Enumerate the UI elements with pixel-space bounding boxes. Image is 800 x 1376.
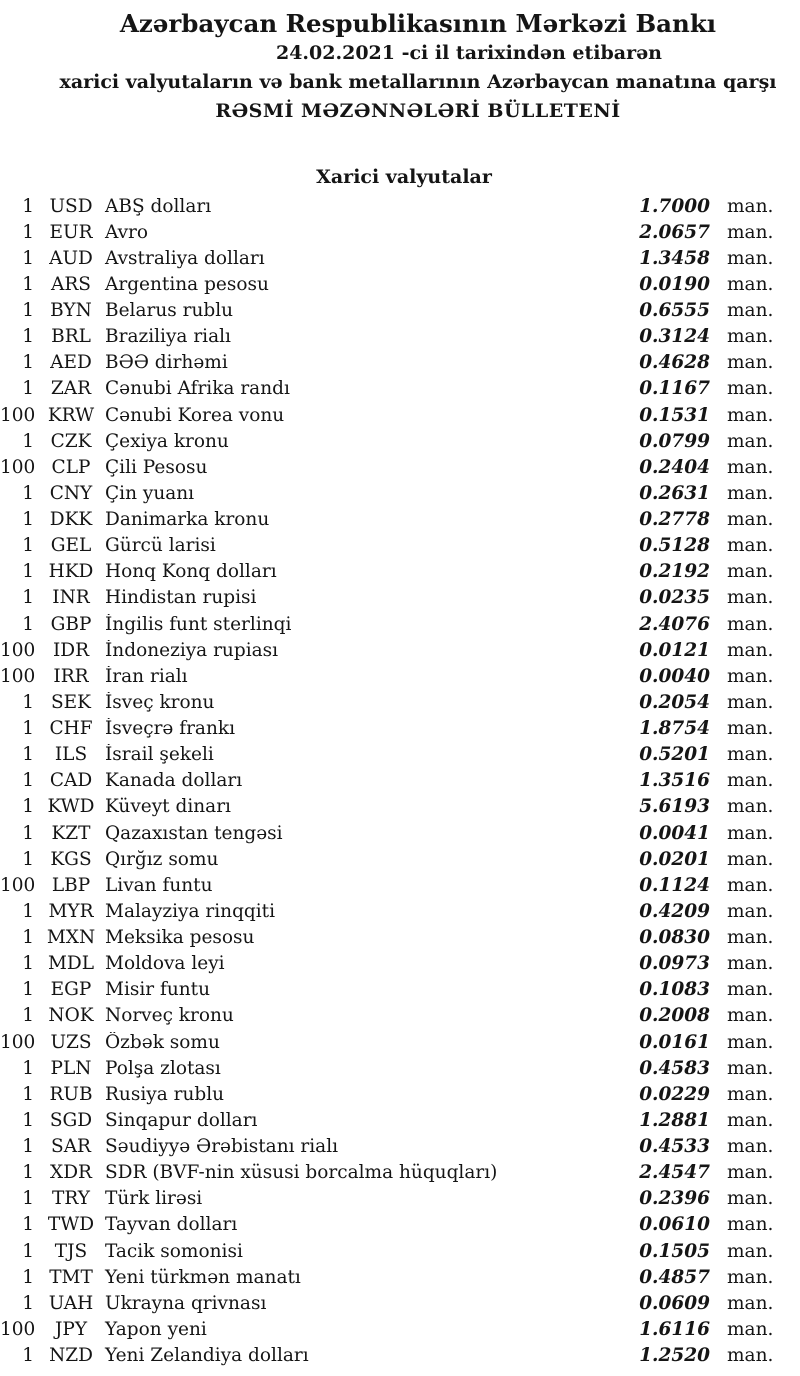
currency-name: Malayziya rinqqiti xyxy=(105,900,276,922)
currency-code: MXN xyxy=(46,927,96,949)
rate-quantity: 1 xyxy=(22,691,34,713)
currency-code: ILS xyxy=(54,744,88,766)
currency-code: XDR xyxy=(50,1162,92,1184)
rate-unit: man. xyxy=(727,1057,774,1079)
rate-value: 0.4583 xyxy=(639,1057,710,1079)
rate-row xyxy=(0,820,800,846)
rate-unit: man. xyxy=(727,1162,774,1184)
rate-value: 0.0830 xyxy=(639,927,710,949)
currency-name: Yeni türkmən manatı xyxy=(105,1266,301,1288)
rate-unit: man. xyxy=(727,796,774,818)
rate-unit: man. xyxy=(727,300,774,322)
rate-quantity: 1 xyxy=(22,1240,34,1262)
currency-name: Argentina pesosu xyxy=(105,273,269,295)
rate-row xyxy=(0,428,800,454)
currency-name: Misir funtu xyxy=(105,979,211,1001)
currency-name: Moldova leyi xyxy=(105,953,225,975)
currency-name: Çexiya kronu xyxy=(105,430,229,452)
rate-unit: man. xyxy=(727,1292,774,1314)
rate-unit: man. xyxy=(727,1214,774,1236)
rate-value: 1.2881 xyxy=(639,1109,710,1131)
rate-value: 0.5201 xyxy=(639,744,710,766)
rate-value: 0.3124 xyxy=(639,326,710,348)
currency-code: MDL xyxy=(47,953,95,975)
rate-unit: man. xyxy=(727,247,774,269)
currency-name: Çin yuanı xyxy=(105,482,195,504)
rate-unit: man. xyxy=(727,509,774,531)
rate-unit: man. xyxy=(727,1005,774,1027)
bank-name-title: Azərbaycan Respublikasının Mərkəzi Bankı xyxy=(119,9,717,38)
rate-unit: man. xyxy=(727,352,774,374)
currency-name: Avstraliya dolları xyxy=(105,247,265,269)
currency-rate-table xyxy=(0,193,800,1369)
rate-row xyxy=(0,611,800,637)
currency-name: Honq Konq dolları xyxy=(105,561,277,583)
currency-name: Cənubi Afrika randı xyxy=(105,378,290,400)
rate-value: 0.4857 xyxy=(639,1266,710,1288)
rate-row xyxy=(0,219,800,245)
rate-quantity: 1 xyxy=(22,1005,34,1027)
rate-unit: man. xyxy=(727,613,774,635)
rate-row xyxy=(0,951,800,977)
rate-value: 0.2404 xyxy=(639,456,710,478)
rate-row xyxy=(0,533,800,559)
currency-name: Hindistan rupisi xyxy=(105,587,257,609)
rate-unit: man. xyxy=(727,822,774,844)
rate-quantity: 1 xyxy=(22,1292,34,1314)
rate-row xyxy=(0,454,800,480)
rate-row xyxy=(0,245,800,271)
rate-unit: man. xyxy=(727,378,774,400)
rate-unit: man. xyxy=(727,430,774,452)
rate-unit: man. xyxy=(727,770,774,792)
rate-unit: man. xyxy=(727,326,774,348)
rate-quantity: 1 xyxy=(22,718,34,740)
rate-value: 0.0799 xyxy=(639,430,710,452)
currency-name: Livan funtu xyxy=(105,874,213,896)
rate-row xyxy=(0,925,800,951)
rate-value: 0.0041 xyxy=(639,822,710,844)
rate-unit: man. xyxy=(727,1345,774,1367)
currency-name: Rusiya rublu xyxy=(105,1083,225,1105)
currency-name: İsveçrə frankı xyxy=(105,718,235,740)
currency-code: LBP xyxy=(51,874,91,896)
currency-code: INR xyxy=(52,587,90,609)
currency-code: UZS xyxy=(50,1031,92,1053)
rate-row xyxy=(0,1107,800,1133)
currency-code: TMT xyxy=(49,1266,93,1288)
currency-name: Tayvan dolları xyxy=(105,1214,238,1236)
rate-unit: man. xyxy=(727,874,774,896)
currency-name: Avro xyxy=(105,221,149,243)
rate-value: 0.4209 xyxy=(639,900,710,922)
rate-quantity: 1 xyxy=(22,1214,34,1236)
rate-row xyxy=(0,1186,800,1212)
rate-value: 0.4628 xyxy=(639,352,710,374)
rate-value: 0.0161 xyxy=(639,1031,710,1053)
rate-quantity: 1 xyxy=(22,979,34,1001)
rate-value: 0.0040 xyxy=(639,665,710,687)
currency-code: PLN xyxy=(50,1057,92,1079)
rate-row xyxy=(0,1029,800,1055)
rate-quantity: 1 xyxy=(22,378,34,400)
rate-quantity: 1 xyxy=(22,927,34,949)
rate-row xyxy=(0,480,800,506)
rate-unit: man. xyxy=(727,691,774,713)
rate-value: 2.4076 xyxy=(639,613,710,635)
rate-quantity: 1 xyxy=(22,953,34,975)
currency-name: Norveç kronu xyxy=(105,1005,234,1027)
rate-value: 0.2778 xyxy=(639,509,710,531)
currency-code: ARS xyxy=(51,273,91,295)
rate-unit: man. xyxy=(727,587,774,609)
bulletin-title: RƏSMİ MƏZƏNNƏLƏRİ BÜLLETENİ xyxy=(215,100,621,122)
rate-quantity: 1 xyxy=(22,221,34,243)
rate-row xyxy=(0,794,800,820)
rate-unit: man. xyxy=(727,1031,774,1053)
rate-row xyxy=(0,271,800,297)
rate-quantity: 1 xyxy=(22,744,34,766)
rate-unit: man. xyxy=(727,404,774,426)
currency-code: CAD xyxy=(49,770,93,792)
rate-unit: man. xyxy=(727,665,774,687)
currency-code: NZD xyxy=(49,1345,93,1367)
rate-quantity: 1 xyxy=(22,326,34,348)
rate-value: 5.6193 xyxy=(639,796,710,818)
rate-quantity: 1 xyxy=(22,1136,34,1158)
rate-value: 0.0973 xyxy=(639,953,710,975)
rate-quantity: 1 xyxy=(22,300,34,322)
currency-code: ZAR xyxy=(50,378,92,400)
rate-value: 0.0229 xyxy=(639,1083,710,1105)
rate-quantity: 100 xyxy=(0,874,36,896)
rate-value: 1.3516 xyxy=(639,770,710,792)
currency-name: Qırğız somu xyxy=(105,848,219,870)
currency-code: AED xyxy=(50,352,92,374)
rate-value: 0.1531 xyxy=(639,404,710,426)
currency-name: ABŞ dolları xyxy=(105,195,212,217)
currency-code: AUD xyxy=(49,247,93,269)
bulletin-header xyxy=(0,0,800,126)
rate-row xyxy=(0,716,800,742)
rate-unit: man. xyxy=(727,848,774,870)
rate-row xyxy=(0,1055,800,1081)
rate-row xyxy=(0,663,800,689)
rate-quantity: 1 xyxy=(22,796,34,818)
currency-code: CNY xyxy=(49,482,93,504)
currency-code: TRY xyxy=(52,1188,90,1210)
rate-value: 0.1505 xyxy=(639,1240,710,1262)
rate-value: 0.0190 xyxy=(639,273,710,295)
rate-unit: man. xyxy=(727,927,774,949)
rate-row xyxy=(0,1160,800,1186)
rate-row xyxy=(0,559,800,585)
rate-row xyxy=(0,324,800,350)
rate-unit: man. xyxy=(727,1240,774,1262)
rate-value: 0.1124 xyxy=(639,874,710,896)
rate-value: 1.7000 xyxy=(639,195,710,217)
rate-quantity: 1 xyxy=(22,1162,34,1184)
rate-row xyxy=(0,742,800,768)
rate-quantity: 1 xyxy=(22,1345,34,1367)
currency-code: GBP xyxy=(50,613,92,635)
currency-name: BƏƏ dirhəmi xyxy=(105,352,228,374)
rate-unit: man. xyxy=(727,1083,774,1105)
rate-row xyxy=(0,585,800,611)
rate-row xyxy=(0,1343,800,1369)
rate-value: 0.0121 xyxy=(639,639,710,661)
rate-quantity: 1 xyxy=(22,247,34,269)
currency-code: BYN xyxy=(50,300,92,322)
rate-value: 0.4533 xyxy=(639,1136,710,1158)
rate-quantity: 100 xyxy=(0,404,36,426)
currency-name: Tacik somonisi xyxy=(105,1240,243,1262)
rate-quantity: 1 xyxy=(22,430,34,452)
rate-quantity: 1 xyxy=(22,587,34,609)
currency-name: Türk lirəsi xyxy=(105,1188,203,1210)
currency-code: SAR xyxy=(51,1136,91,1158)
currency-name: İndoneziya rupiası xyxy=(105,639,279,661)
rate-value: 0.0610 xyxy=(639,1214,710,1236)
rate-row xyxy=(0,298,800,324)
currency-code: KRW xyxy=(47,404,95,426)
rate-unit: man. xyxy=(727,900,774,922)
rate-row xyxy=(0,1081,800,1107)
rate-unit: man. xyxy=(727,979,774,1001)
currency-code: KWD xyxy=(47,796,95,818)
rate-unit: man. xyxy=(727,535,774,557)
currency-name: Danimarka kronu xyxy=(105,509,270,531)
currency-code: GEL xyxy=(50,535,92,557)
rate-unit: man. xyxy=(727,1318,774,1340)
rate-row xyxy=(0,402,800,428)
rate-value: 0.0201 xyxy=(639,848,710,870)
currency-name: Meksika pesosu xyxy=(105,927,255,949)
rate-quantity: 1 xyxy=(22,1109,34,1131)
currency-code: BRL xyxy=(51,326,91,348)
currency-name: Kanada dolları xyxy=(105,770,243,792)
rate-value: 1.6116 xyxy=(639,1318,710,1340)
currency-code: CHF xyxy=(49,718,93,740)
rate-quantity: 1 xyxy=(22,1266,34,1288)
rate-row xyxy=(0,898,800,924)
rate-row xyxy=(0,637,800,663)
rate-unit: man. xyxy=(727,718,774,740)
rate-quantity: 1 xyxy=(22,482,34,504)
rate-unit: man. xyxy=(727,456,774,478)
rate-row xyxy=(0,350,800,376)
rate-quantity: 1 xyxy=(22,509,34,531)
rate-value: 0.6555 xyxy=(639,300,710,322)
currency-name: Polşa zlotası xyxy=(105,1057,221,1079)
rate-quantity: 1 xyxy=(22,1057,34,1079)
rate-unit: man. xyxy=(727,953,774,975)
currency-code: RUB xyxy=(49,1083,93,1105)
currency-name: Gürcü larisi xyxy=(105,535,216,557)
rate-row xyxy=(0,193,800,219)
rate-quantity: 1 xyxy=(22,535,34,557)
rate-unit: man. xyxy=(727,482,774,504)
rate-row xyxy=(0,376,800,402)
rate-value: 0.5128 xyxy=(639,535,710,557)
rate-row xyxy=(0,768,800,794)
rate-unit: man. xyxy=(727,1136,774,1158)
currency-name: Qazaxıstan tengəsi xyxy=(105,822,283,844)
rate-row xyxy=(0,1290,800,1316)
currency-name: Ukrayna qrivnası xyxy=(105,1292,267,1314)
rate-row xyxy=(0,1264,800,1290)
section-title-foreign-currencies: Xarici valyutalar xyxy=(316,166,492,188)
currency-name: Çili Pesosu xyxy=(105,456,208,478)
rate-quantity: 1 xyxy=(22,848,34,870)
rate-value: 0.1083 xyxy=(639,979,710,1001)
currency-name: Yeni Zelandiya dolları xyxy=(105,1345,309,1367)
currency-code: KZT xyxy=(51,822,91,844)
rate-row xyxy=(0,977,800,1003)
rate-row xyxy=(0,1134,800,1160)
currency-name: Yapon yeni xyxy=(105,1318,207,1340)
rate-value: 0.1167 xyxy=(639,378,710,400)
currency-code: SGD xyxy=(49,1109,93,1131)
currency-code: DKK xyxy=(49,509,93,531)
rate-value: 0.2396 xyxy=(639,1188,710,1210)
rate-value: 0.2631 xyxy=(639,482,710,504)
rate-quantity: 1 xyxy=(22,822,34,844)
currency-name: İran rialı xyxy=(105,665,188,687)
currency-name: Küveyt dinarı xyxy=(105,796,231,818)
rate-value: 0.2192 xyxy=(639,561,710,583)
currency-code: USD xyxy=(49,195,93,217)
rate-unit: man. xyxy=(727,195,774,217)
rate-quantity: 100 xyxy=(0,639,36,661)
rate-unit: man. xyxy=(727,221,774,243)
rate-unit: man. xyxy=(727,1266,774,1288)
rate-quantity: 1 xyxy=(22,1188,34,1210)
rate-unit: man. xyxy=(727,744,774,766)
rate-quantity: 1 xyxy=(22,352,34,374)
rate-row xyxy=(0,846,800,872)
currency-code: NOK xyxy=(48,1005,94,1027)
rate-row xyxy=(0,507,800,533)
rate-value: 0.0609 xyxy=(639,1292,710,1314)
currency-code: CLP xyxy=(51,456,91,478)
rate-row xyxy=(0,1238,800,1264)
rate-unit: man. xyxy=(727,1109,774,1131)
rate-quantity: 100 xyxy=(0,456,36,478)
rate-value: 0.2054 xyxy=(639,691,710,713)
currency-name: Sinqapur dolları xyxy=(105,1109,258,1131)
rate-row xyxy=(0,872,800,898)
rate-unit: man. xyxy=(727,1188,774,1210)
rate-quantity: 100 xyxy=(0,1031,36,1053)
currency-code: EGP xyxy=(50,979,92,1001)
rate-quantity: 100 xyxy=(0,665,36,687)
rate-value: 1.3458 xyxy=(639,247,710,269)
rate-value: 1.8754 xyxy=(639,718,710,740)
currency-name: SDR (BVF-nin xüsusi borcalma hüquqları) xyxy=(105,1162,498,1184)
rate-unit: man. xyxy=(727,273,774,295)
currency-code: TJS xyxy=(54,1240,88,1262)
currency-code: TWD xyxy=(47,1214,95,1236)
currency-code: HKD xyxy=(48,561,94,583)
rate-row xyxy=(0,1003,800,1029)
currency-code: IDR xyxy=(52,639,90,661)
currency-code: JPY xyxy=(54,1318,88,1340)
currency-name: İsveç kronu xyxy=(105,691,215,713)
rate-unit: man. xyxy=(727,561,774,583)
currency-name: Cənubi Korea vonu xyxy=(105,404,285,426)
rate-quantity: 100 xyxy=(0,1318,36,1340)
rate-value: 0.2008 xyxy=(639,1005,710,1027)
rate-quantity: 1 xyxy=(22,900,34,922)
currency-code: MYR xyxy=(48,900,94,922)
effective-date-line: 24.02.2021 -ci il tarixindən etibarən xyxy=(275,42,662,64)
currency-code: SEK xyxy=(51,691,91,713)
rate-value: 2.0657 xyxy=(639,221,710,243)
currency-code: CZK xyxy=(50,430,92,452)
currency-name: Belarus rublu xyxy=(105,300,234,322)
rate-value: 0.0235 xyxy=(639,587,710,609)
scope-line: xarici valyutaların və bank metallarının Azərbaycan manatına qarşı xyxy=(59,71,777,93)
rate-row xyxy=(0,1212,800,1238)
rate-quantity: 1 xyxy=(22,195,34,217)
currency-name: İsrail şekeli xyxy=(105,744,214,766)
rate-quantity: 1 xyxy=(22,561,34,583)
rate-unit: man. xyxy=(727,639,774,661)
currency-name: Braziliya rialı xyxy=(105,326,231,348)
currency-code: EUR xyxy=(49,221,93,243)
rate-quantity: 1 xyxy=(22,1083,34,1105)
currency-name: Özbək somu xyxy=(105,1031,220,1053)
currency-code: IRR xyxy=(53,665,89,687)
rate-row xyxy=(0,689,800,715)
currency-code: KGS xyxy=(50,848,92,870)
rate-row xyxy=(0,1316,800,1342)
currency-name: Səudiyyə Ərəbistanı rialı xyxy=(105,1136,339,1158)
currency-name: İngilis funt sterlinqi xyxy=(105,613,292,635)
rate-value: 1.2520 xyxy=(639,1345,710,1367)
currency-code: UAH xyxy=(48,1292,94,1314)
rate-value: 2.4547 xyxy=(639,1162,710,1184)
rate-quantity: 1 xyxy=(22,770,34,792)
rate-quantity: 1 xyxy=(22,613,34,635)
rate-quantity: 1 xyxy=(22,273,34,295)
